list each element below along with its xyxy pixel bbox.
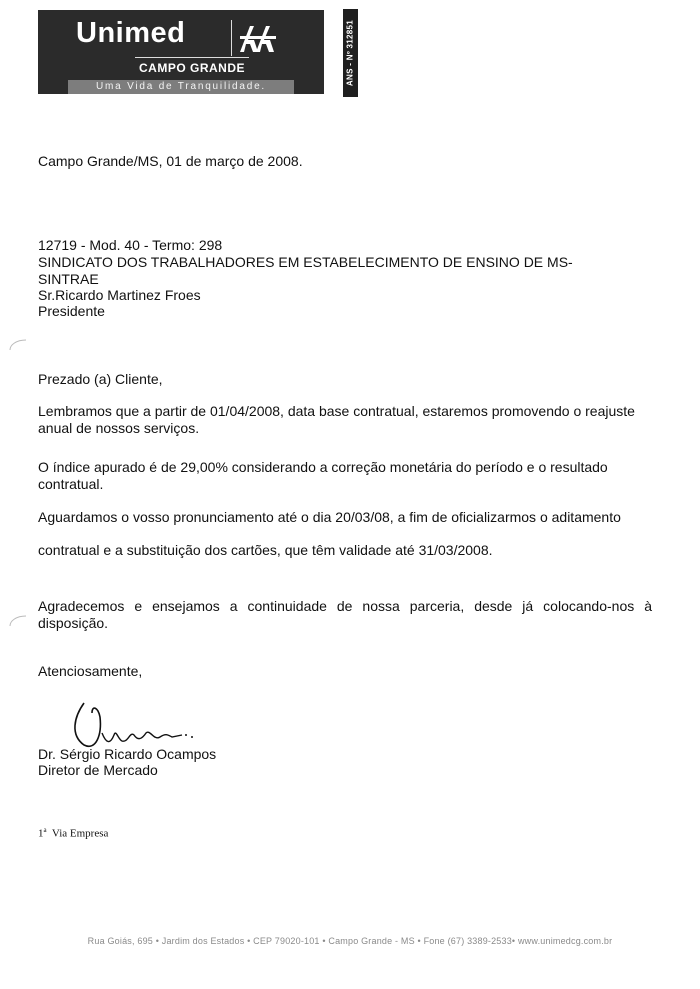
recipient-org-line1: SINDICATO DOS TRABALHADORES EM ESTABELECIMENTO DE ENSINO DE MS- bbox=[38, 254, 573, 270]
logo-brand: Unimed bbox=[76, 17, 186, 49]
paragraph-agradecimento: Agradecemos e ensejamos a continuidade de nossa parceria, desde já colocando-nos à disposição. bbox=[38, 598, 652, 631]
copy-note-ordinal: a bbox=[43, 826, 47, 834]
logo-separator bbox=[231, 20, 232, 56]
paragraph-pronunciamento-line2: contratual e a substituição dos cartões, que têm validade até 31/03/2008. bbox=[38, 542, 493, 558]
punch-hole-mark-bottom bbox=[6, 614, 28, 628]
reference-line: 12719 - Mod. 40 - Termo: 298 bbox=[38, 237, 223, 253]
place-date: Campo Grande/MS, 01 de março de 2008. bbox=[38, 153, 303, 169]
copy-note-number: 1 bbox=[38, 827, 44, 840]
punch-hole-mark-top bbox=[6, 338, 28, 352]
unimed-logo bbox=[38, 10, 324, 94]
paragraph-reajuste: Lembramos que a partir de 01/04/2008, data base contratual, estaremos promovendo o reajuste anual de nossos serviços. bbox=[38, 403, 635, 436]
unimed-tree-icon bbox=[236, 22, 280, 54]
signer-name: Dr. Sérgio Ricardo Ocampos bbox=[38, 746, 217, 762]
copy-note bbox=[38, 826, 108, 840]
copy-note-text: Via Empresa bbox=[51, 827, 109, 840]
recipient-name: Sr.Ricardo Martinez Froes bbox=[38, 287, 201, 303]
ans-number: ANS - Nº 312851 bbox=[345, 19, 355, 87]
paragraph-pronunciamento-line1: Aguardamos o vosso pronunciamento até o dia 20/03/08, a fim de oficializarmos o aditamento bbox=[38, 509, 621, 525]
paragraph-indice: O índice apurado é de 29,00% considerando a correção monetária do período e o resultado contratual. bbox=[38, 459, 608, 492]
footer-address: Rua Goiás, 695 • Jardim dos Estados • CEP 79020-101 • Campo Grande - MS • Fone (67) 3389-2533• www.unimedcg.com.br bbox=[87, 936, 613, 946]
logo-city: CAMPO GRANDE bbox=[135, 57, 249, 75]
salutation: Prezado (a) Cliente, bbox=[38, 371, 163, 387]
logo-tagline: Uma Vida de Tranquilidade. bbox=[68, 80, 294, 94]
closing: Atenciosamente, bbox=[38, 663, 143, 679]
ans-registration-badge bbox=[343, 9, 358, 97]
signer-title: Diretor de Mercado bbox=[38, 762, 158, 778]
recipient-title: Presidente bbox=[38, 303, 105, 319]
recipient-org-line2: SINTRAE bbox=[38, 271, 99, 287]
